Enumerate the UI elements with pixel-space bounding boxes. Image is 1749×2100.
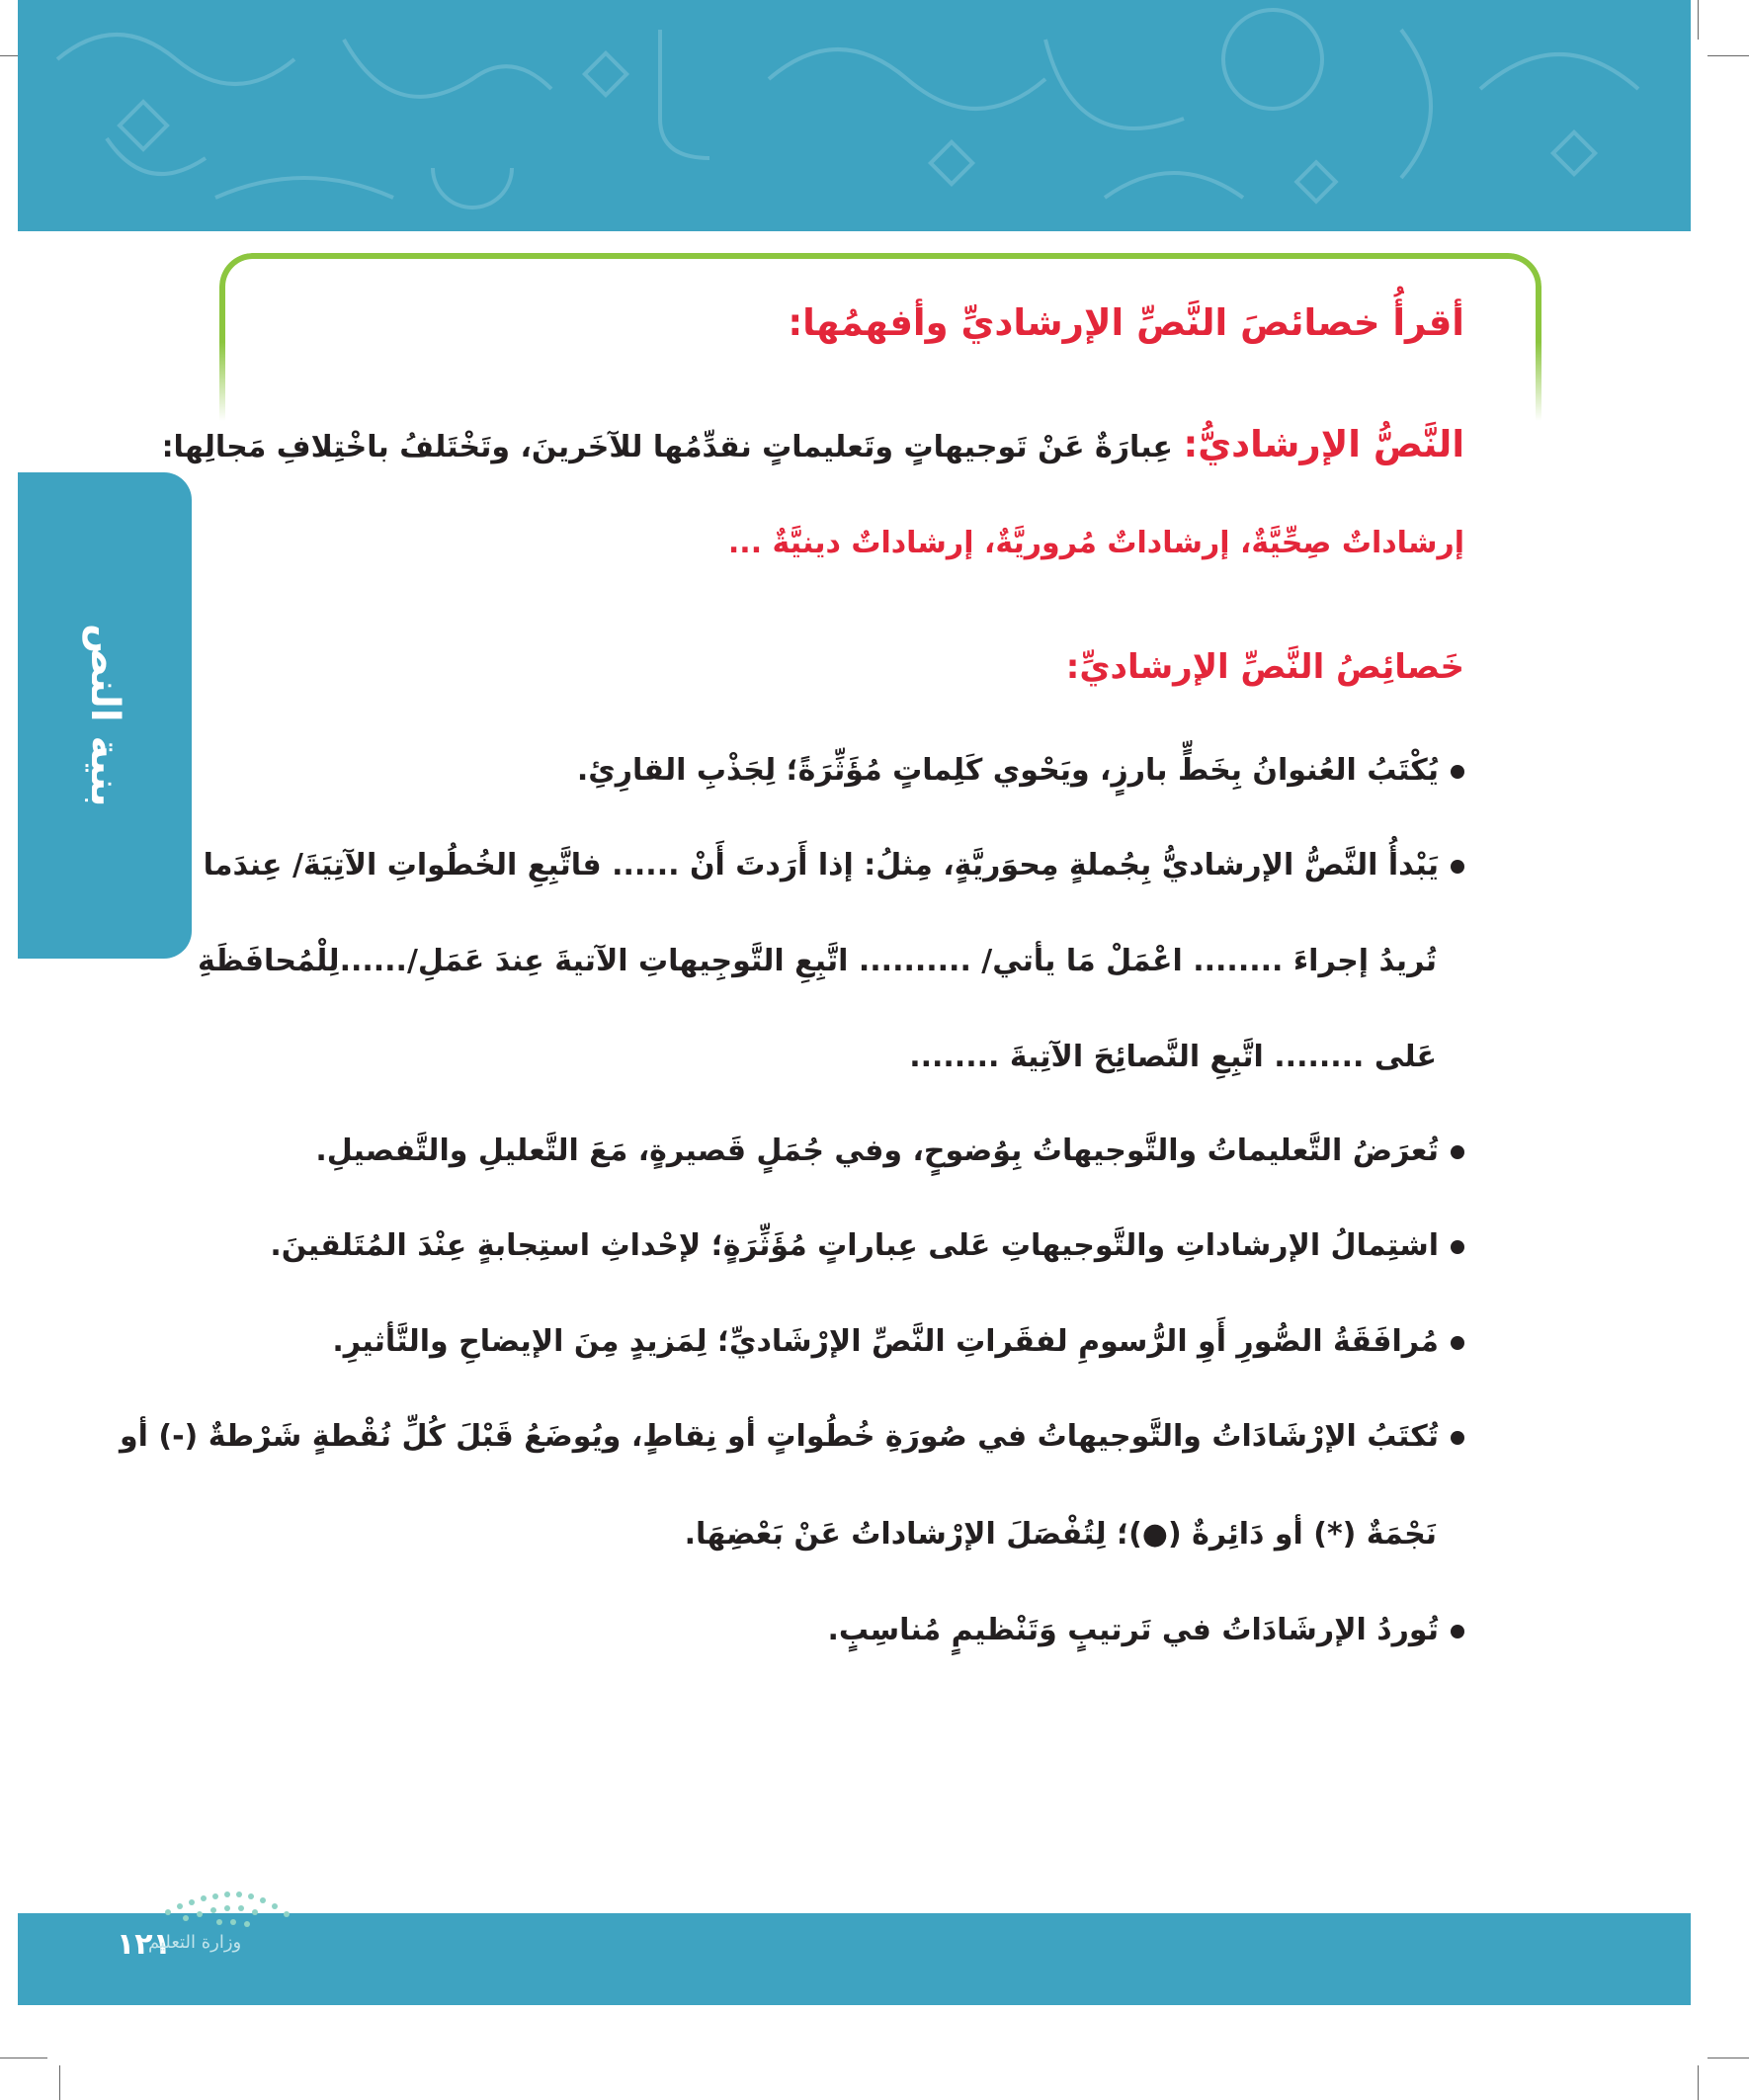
page-number: ١٢١ [117,1927,171,1962]
list-item: يَبْدأُ النَّصُّ الإرشاديُّ بِجُملةٍ مِحوَريَّةٍ، مِثلُ: إذا أَرَدتَ أَنْ ...... فاتَّبِعِ الخُطُواتِ الآتِيَةَ/ عِندَما [204,848,1464,882]
list-item-continuation: عَلى ........ اتَّبِعِ النَّصائِحَ الآتِيةَ ........ [909,1040,1437,1074]
definition-paragraph [162,423,1464,465]
ministry-logo-icon [148,1873,326,1932]
definition-term: النَّصُّ الإرشاديُّ: [1183,423,1464,465]
crop-mark [59,2065,60,2100]
ministry-name: وزارة التعليم [148,1932,242,1953]
definition-text: عِبارَةٌ عَنْ تَوجيهاتٍ وتَعليماتٍ نقدِّمُها للآخَرينَ، وتَخْتَلفُ باخْتِلافِ مَجالِها: [161,430,1173,464]
list-item: تُعرَضُ التَّعليماتُ والتَّوجيهاتُ بِوُضوحٍ، وفي جُمَلٍ قَصيرةٍ، مَعَ التَّعليلِ والتَّفصيلِ. [315,1134,1464,1168]
bullet-dot-icon [1451,1336,1464,1350]
bullet-dot-icon [1451,1431,1464,1445]
list-item: مُرافَقَةُ الصُّورِ أَوِ الرُّسومِ لفقَراتِ النَّصِّ الإرْشَاديِّ؛ لِمَزيدٍ مِنَ الإيضاحِ والتَّأثيرِ. [332,1324,1464,1359]
bullet-dot-icon [1451,765,1464,779]
list-item: تُكتَبُ الإرْشَادَاتُ والتَّوجيهاتُ في صُورَةِ خُطُواتٍ أو نِقاطٍ، ويُوضَعُ قَبْلَ كُلِّ نُقْطةٍ شَرْطةٌ (-) أو [120,1419,1464,1454]
bullet-dot-icon [1451,860,1464,874]
section-heading: أقرأُ خصائصَ النَّصِّ الإرشاديِّ وأفهمُها: [788,301,1464,344]
examples-line: إرشاداتٌ صِحِّيَّةٌ، إرشاداتٌ مُروريَّةٌ، إرشاداتٌ دينيَّةٌ ... [727,526,1464,560]
bullet-dot-icon [1451,1145,1464,1159]
list-item-continuation: نَجْمَةٌ (*) أو دَائِرةٌ (●)؛ لِتُفْصَلَ الإرْشاداتُ عَنْ بَعْضِهَا. [684,1517,1437,1552]
crop-mark [1707,55,1749,56]
side-tab-label: بنية النص [82,624,127,807]
calligraphy-pattern [18,0,1691,231]
bullet-dot-icon [1451,1625,1464,1638]
list-item: اشتِمالُ الإرشاداتِ والتَّوجيهاتِ عَلى عِباراتٍ مُؤَثِّرَةٍ؛ لإحْداثِ استِجابةٍ عِنْدَ المُتَلقينَ. [270,1228,1464,1263]
list-item: يُكْتَبُ العُنوانُ بِخَطٍّ بارزٍ، ويَحْوي كَلِماتٍ مُؤَثِّرَةً؛ لِجَذْبِ القارِئِ. [577,753,1464,788]
content-frame [219,253,1541,1939]
bullet-dot-icon [1451,1240,1464,1254]
list-item-continuation: تُريدُ إجراءَ ........ اعْمَلْ مَا يأتي/ .......... اتَّبِعِ التَّوجِيهاتِ الآتيةَ عِندَ عَمَلِ/......لِلْمُحافَظَةِ [198,944,1437,978]
header-banner [18,0,1691,231]
side-tab [18,472,192,959]
crop-mark [1698,0,1699,40]
list-item: تُوردُ الإرشَادَاتُ في تَرتيبٍ وَتَنْظيمٍ مُناسِبٍ. [827,1613,1464,1647]
crop-mark [1698,2065,1699,2100]
features-heading: خَصائِصُ النَّصِّ الإرشاديِّ: [1065,647,1464,687]
